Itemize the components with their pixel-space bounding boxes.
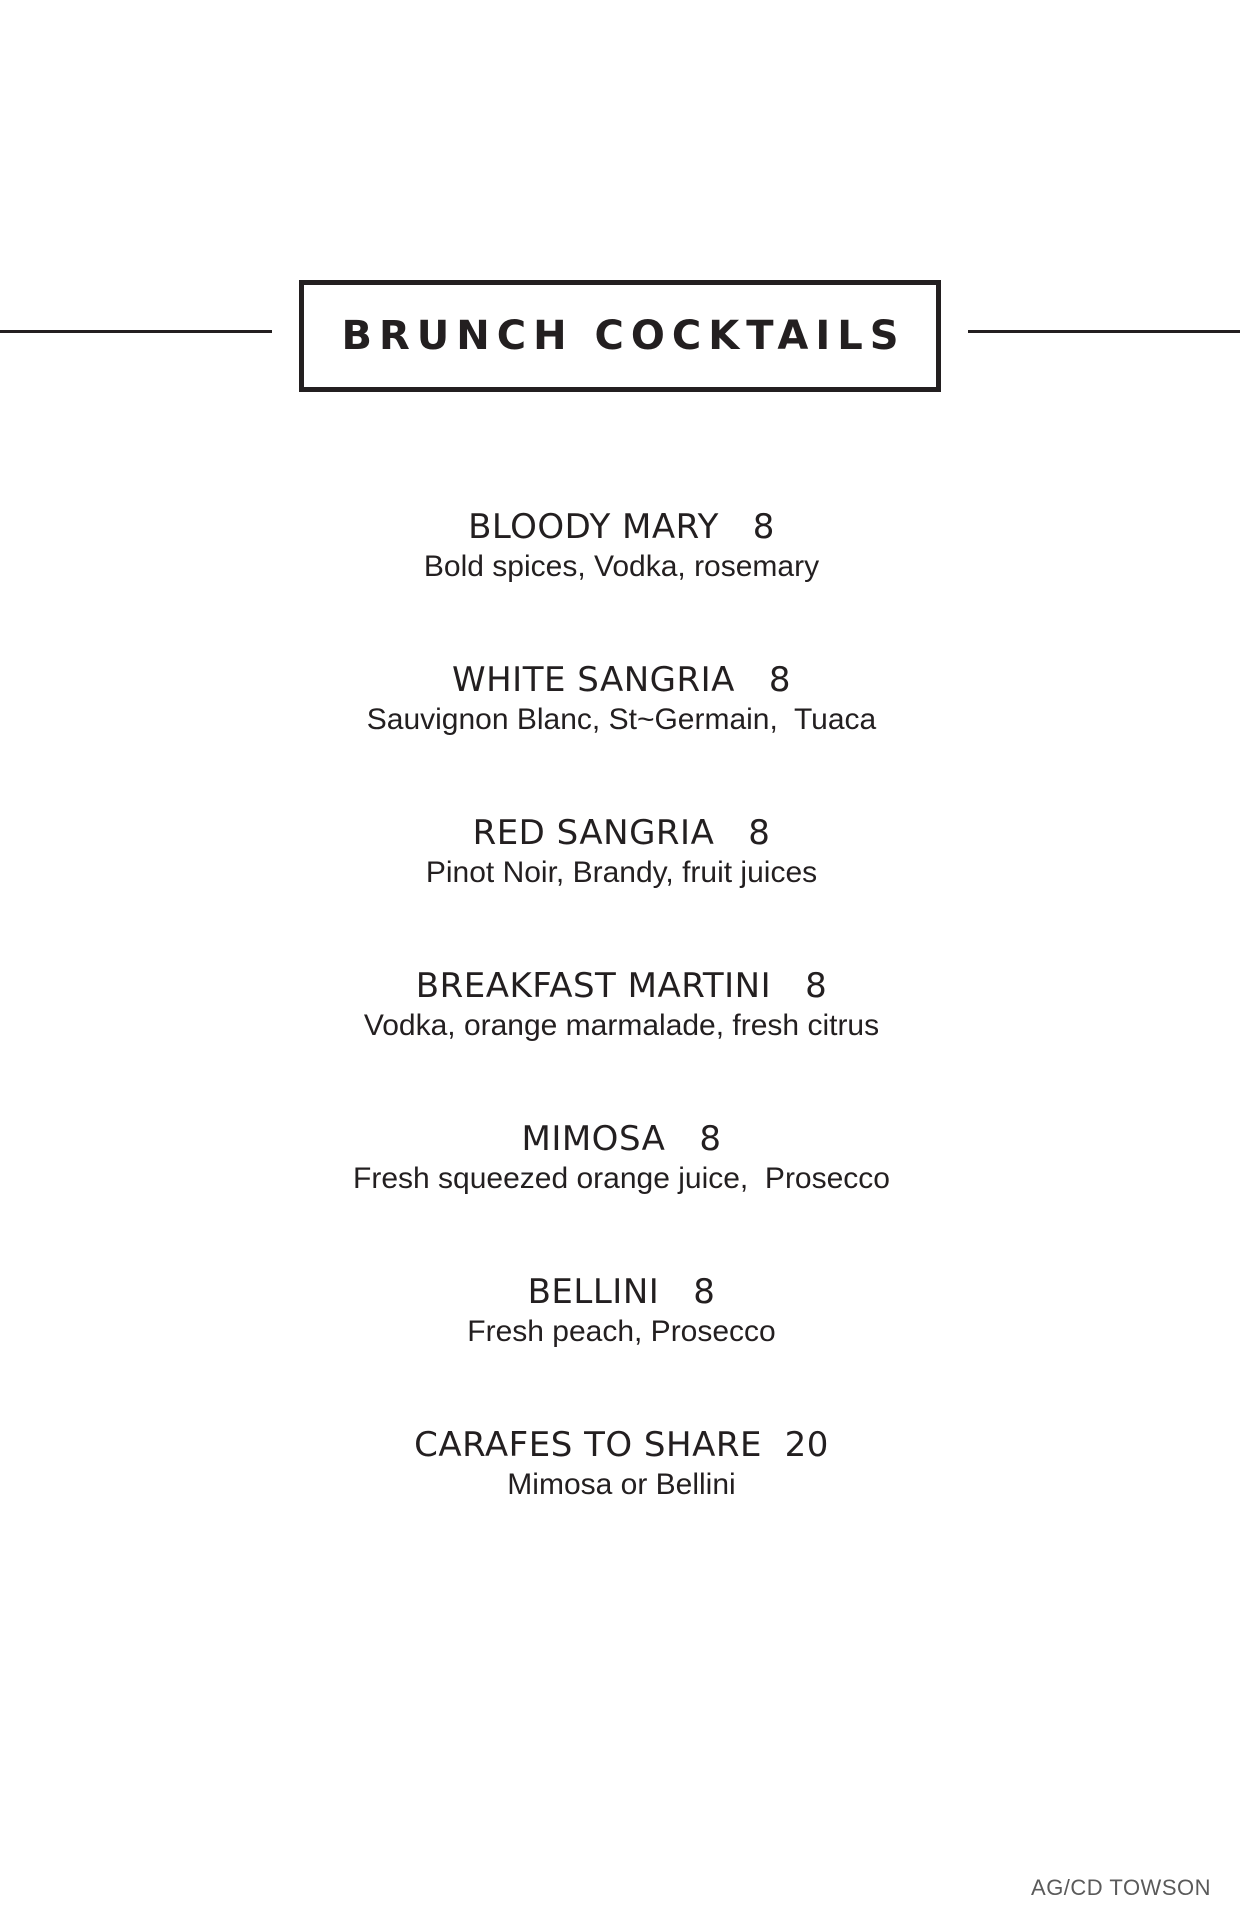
menu-item (0, 1117, 1243, 1270)
menu-item-price: 8 (752, 507, 775, 547)
menu-item-description: Fresh peach, Prosecco (467, 1315, 776, 1348)
header-divider-right (968, 330, 1240, 333)
menu-item-heading (0, 1117, 1243, 1161)
menu-item (0, 964, 1243, 1117)
menu-item-heading (0, 1423, 1243, 1467)
header-divider-left (0, 330, 272, 333)
menu-item-price: 8 (748, 813, 771, 853)
menu-item-name: BELLINI (527, 1272, 660, 1312)
menu-item (0, 658, 1243, 811)
menu-item (0, 505, 1243, 658)
title-frame (299, 280, 941, 392)
menu-item-name: BREAKFAST MARTINI (415, 966, 772, 1006)
menu-item-name: MIMOSA (521, 1119, 666, 1159)
menu-item-description: Bold spices, Vodka, rosemary (423, 550, 820, 583)
menu-item-name: BLOODY MARY (468, 507, 719, 547)
menu-item-description: Sauvignon Blanc, St~Germain, Tuaca (366, 703, 877, 736)
menu-item-heading (0, 658, 1243, 702)
menu-item-description: Mimosa or Bellini (507, 1468, 736, 1501)
menu-item-description: Vodka, orange marmalade, fresh citrus (363, 1009, 880, 1042)
menu-item-price: 8 (699, 1119, 722, 1159)
menu-item-price: 8 (693, 1272, 716, 1312)
menu-item-price: 8 (805, 966, 828, 1006)
menu-item (0, 1270, 1243, 1423)
page-title: BRUNCH COCKTAILS (341, 313, 906, 359)
menu-item-name: RED SANGRIA (472, 813, 715, 853)
cocktail-menu (0, 505, 1243, 1576)
menu-item-heading (0, 964, 1243, 1008)
menu-item-price: 8 (768, 660, 791, 700)
menu-item-name: CARAFES TO SHARE (414, 1425, 762, 1465)
menu-item-description: Fresh squeezed orange juice, Prosecco (353, 1162, 890, 1195)
menu-item (0, 811, 1243, 964)
menu-item-price: 20 (784, 1425, 829, 1465)
menu-item-heading (0, 505, 1243, 549)
footer-location: AG/CD TOWSON (1031, 1875, 1211, 1900)
menu-item-heading (0, 811, 1243, 855)
menu-item-description: Pinot Noir, Brandy, fruit juices (425, 856, 818, 889)
menu-item-heading (0, 1270, 1243, 1314)
menu-item-name: WHITE SANGRIA (451, 660, 735, 700)
menu-item (0, 1423, 1243, 1576)
